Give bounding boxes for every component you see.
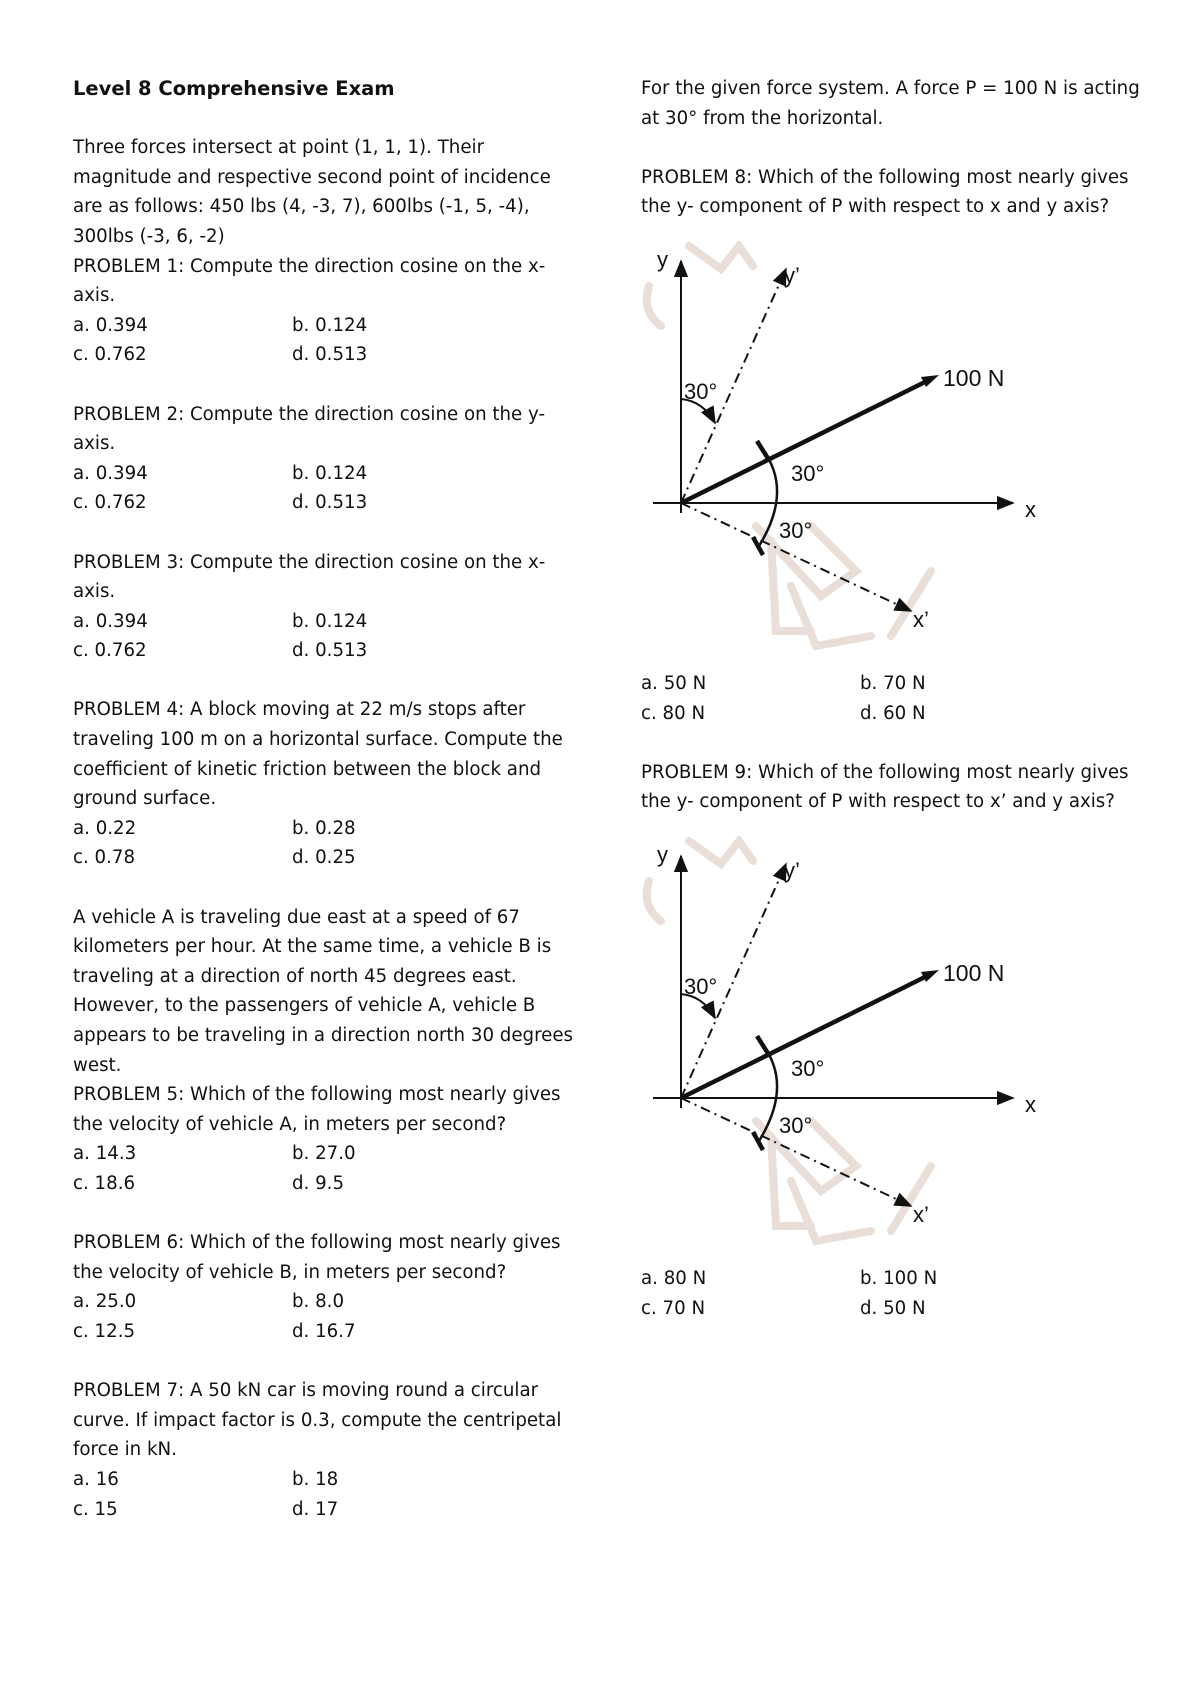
angle-top-label: 30° xyxy=(684,378,718,404)
problem-5-text: PROBLEM 5: Which of the following most nearly gives the velocity of vehicle A, in meters per second? xyxy=(73,1084,561,1135)
problem-4-text: PROBLEM 4: A block moving at 22 m/s stops after traveling 100 m on a horizontal surface. Compute the coefficient of kinetic friction between the block and ground surface. xyxy=(73,699,563,810)
option-b[interactable]: b. 8.0 xyxy=(292,1291,345,1313)
watermark-strokes xyxy=(647,246,931,646)
problem-4 xyxy=(73,695,585,873)
option-c[interactable]: c. 80 N xyxy=(641,702,706,724)
option-b[interactable]: b. 0.28 xyxy=(292,817,356,839)
force-system-intro: For the given force system. A force P = 100 N is acting at 30° from the horizontal. xyxy=(641,78,1140,129)
problem-1 xyxy=(73,252,585,370)
option-b[interactable]: b. 100 N xyxy=(860,1267,938,1289)
option-c[interactable]: c. 0.78 xyxy=(73,847,136,869)
option-d[interactable]: d. 0.25 xyxy=(292,847,356,869)
left-column xyxy=(73,74,585,1524)
option-c[interactable]: c. 70 N xyxy=(641,1297,706,1319)
problem-2 xyxy=(73,400,585,518)
option-c[interactable]: c. 0.762 xyxy=(73,640,147,662)
option-c[interactable]: c. 15 xyxy=(73,1498,118,1520)
problem-5-options xyxy=(73,1139,585,1198)
force-arrowhead xyxy=(921,970,939,982)
option-c[interactable]: c. 18.6 xyxy=(73,1172,136,1194)
option-d[interactable]: d. 0.513 xyxy=(292,640,368,662)
angle-top-label: 30° xyxy=(684,973,718,999)
problem-1-text: PROBLEM 1: Compute the direction cosine on the x-axis. xyxy=(73,255,546,307)
force-label: 100 N xyxy=(943,364,1005,391)
option-b[interactable]: b. 70 N xyxy=(860,672,926,694)
force-diagram-1 xyxy=(641,241,1041,653)
option-a[interactable]: a. 50 N xyxy=(641,672,707,694)
option-a[interactable]: a. 16 xyxy=(73,1468,119,1490)
option-c[interactable]: c. 0.762 xyxy=(73,492,147,514)
problem-3-text: PROBLEM 3: Compute the direction cosine on the x-axis. xyxy=(73,551,546,603)
problem-7-text: PROBLEM 7: A 50 kN car is moving round a circular curve. If impact factor is 0.3, compute the centripetal force in kN. xyxy=(73,1380,562,1461)
axis-y-prime-label: y’ xyxy=(784,262,800,288)
option-b[interactable]: b. 27.0 xyxy=(292,1143,356,1165)
watermark-strokes xyxy=(647,841,931,1241)
option-b[interactable]: b. 0.124 xyxy=(292,462,368,484)
force-arrowhead xyxy=(921,375,939,387)
problem-3 xyxy=(73,548,585,666)
axis-x-label: x xyxy=(1025,1091,1036,1117)
problem-2-options xyxy=(73,459,585,518)
problem-8-options xyxy=(641,669,1153,728)
problem-1-options xyxy=(73,311,585,370)
problem-3-options xyxy=(73,607,585,666)
axis-x-prime-label: x’ xyxy=(913,606,929,632)
problem-6-options xyxy=(73,1287,585,1346)
problem-4-options xyxy=(73,814,585,873)
exam-title: Level 8 Comprehensive Exam xyxy=(73,77,395,100)
problem-8-text: PROBLEM 8: Which of the following most nearly gives the y- component of P with respect to x and y axis? xyxy=(641,166,1129,218)
option-c[interactable]: c. 12.5 xyxy=(73,1320,136,1342)
option-b[interactable]: b. 0.124 xyxy=(292,314,368,336)
option-d[interactable]: d. 50 N xyxy=(860,1297,926,1319)
problem-9-text: PROBLEM 9: Which of the following most nearly gives the y- component of P with respect to x’ and y axis? xyxy=(641,761,1129,813)
axis-x-label: x xyxy=(1025,496,1036,522)
problem-7-options xyxy=(73,1465,585,1524)
option-c[interactable]: c. 0.762 xyxy=(73,344,147,366)
option-a[interactable]: a. 14.3 xyxy=(73,1143,137,1165)
option-b[interactable]: b. 18 xyxy=(292,1468,339,1490)
option-a[interactable]: a. 0.394 xyxy=(73,610,148,632)
axis-y-label: y xyxy=(657,246,668,272)
axis-x-prime-label: x’ xyxy=(913,1201,929,1227)
option-a[interactable]: a. 0.394 xyxy=(73,462,148,484)
option-a[interactable]: a. 25.0 xyxy=(73,1291,137,1313)
angle-low-label: 30° xyxy=(779,517,813,543)
option-a[interactable]: a. 80 N xyxy=(641,1267,707,1289)
problem-9-options xyxy=(641,1264,1153,1323)
option-a[interactable]: a. 0.394 xyxy=(73,314,148,336)
angle-mid-label: 30° xyxy=(791,460,825,486)
vehicle-intro: A vehicle A is traveling due east at a speed of 67 kilometers per hour. At the same time, a vehicle B is traveling at a direction of north 45 degrees east. However, to the passengers of vehicle A, vehicle B appears to be traveling in a direction north 30 degrees west. xyxy=(73,906,574,1076)
force-label: 100 N xyxy=(943,959,1005,986)
forces-intro: Three forces intersect at point (1, 1, 1). Their magnitude and respective second point of incidence are as follows: 450 lbs (4, -3, 7), 600lbs (-1, 5, -4), 300lbs (-3, 6, -2) xyxy=(73,137,551,247)
option-d[interactable]: d. 17 xyxy=(292,1498,339,1520)
right-column xyxy=(641,74,1153,1323)
problem-6-text: PROBLEM 6: Which of the following most nearly gives the velocity of vehicle B, in meters per second? xyxy=(73,1232,561,1283)
problem-5 xyxy=(73,1080,585,1198)
problem-6 xyxy=(73,1228,585,1346)
option-d[interactable]: d. 9.5 xyxy=(292,1172,345,1194)
angle-mid-label: 30° xyxy=(791,1055,825,1081)
option-d[interactable]: d. 16.7 xyxy=(292,1320,356,1342)
option-d[interactable]: d. 60 N xyxy=(860,702,926,724)
option-d[interactable]: d. 0.513 xyxy=(292,492,368,514)
axis-y-label: y xyxy=(657,841,668,867)
option-a[interactable]: a. 0.22 xyxy=(73,817,137,839)
problem-2-text: PROBLEM 2: Compute the direction cosine on the y-axis. xyxy=(73,403,546,455)
axis-y-prime-label: y’ xyxy=(784,857,800,883)
problem-7 xyxy=(73,1376,585,1524)
option-d[interactable]: d. 0.513 xyxy=(292,344,368,366)
option-b[interactable]: b. 0.124 xyxy=(292,610,368,632)
angle-low-label: 30° xyxy=(779,1112,813,1138)
force-diagram-2 xyxy=(641,836,1041,1248)
